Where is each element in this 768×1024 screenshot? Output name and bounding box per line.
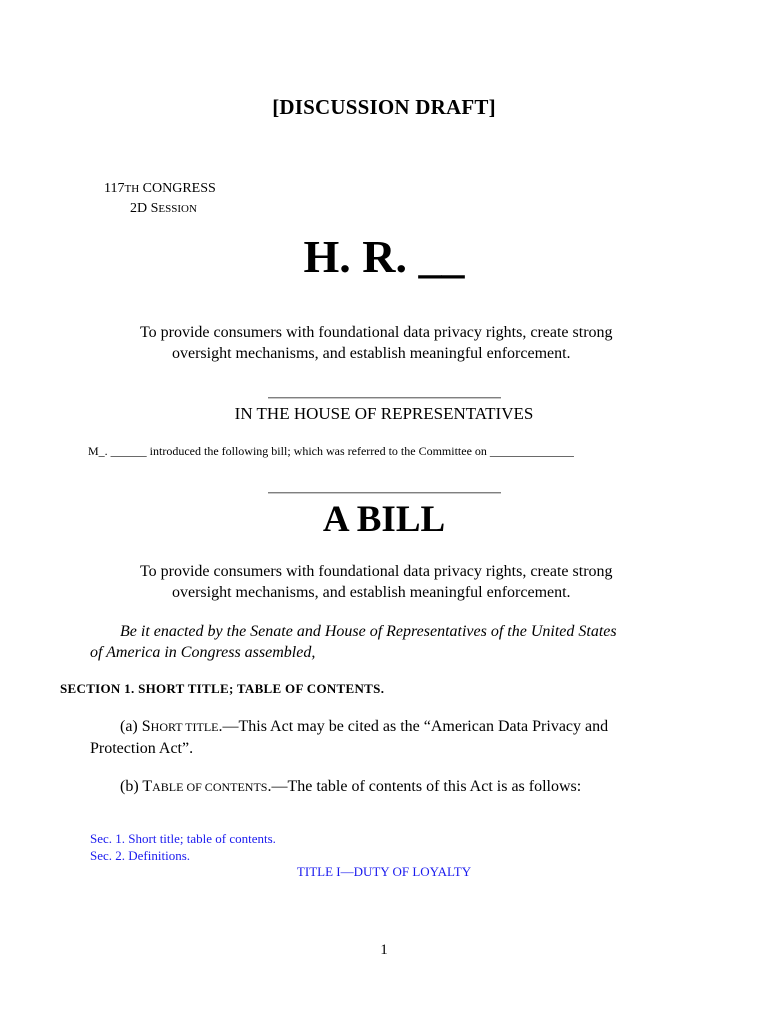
purpose-statement: [120, 322, 680, 364]
purpose-line-1: To provide consumers with foundational data privacy rights, create strong: [140, 324, 613, 341]
a-bill-heading: A BILL: [322, 499, 446, 540]
bill-number: H. R. __: [303, 231, 465, 282]
divider-rule: [268, 397, 501, 398]
congress-suffix: TH: [124, 183, 140, 195]
toc-intro-smallcaps: ABLE OF CONTENTS: [152, 780, 268, 794]
short-title-line-2: Protection Act”.: [90, 740, 194, 757]
toc-link-title-1[interactable]: TITLE I—DUTY OF LOYALTY: [296, 864, 472, 879]
divider-rule: [268, 492, 501, 493]
bill-purpose-statement: [120, 561, 680, 603]
table-of-contents-paragraph: [90, 776, 690, 798]
toc-link-sec-2[interactable]: Sec. 2. Definitions.: [90, 848, 191, 863]
short-title-prefix: (a) S: [120, 718, 151, 735]
session-number: [130, 201, 197, 217]
short-title-paragraph: [90, 716, 690, 759]
congress-word: CONGRESS: [139, 181, 216, 196]
session-num: 2: [130, 201, 137, 216]
toc-intro-line: [90, 776, 690, 798]
session-rest: ESSION: [158, 203, 197, 215]
congress-num: 117: [104, 181, 125, 196]
bill-purpose-line-1: To provide consumers with foundational data privacy rights, create strong: [140, 563, 613, 580]
toc-intro-prefix: (b) T: [120, 778, 153, 795]
house-heading: IN THE HOUSE OF REPRESENTATIVES: [234, 404, 534, 423]
toc-link-sec-1[interactable]: Sec. 1. Short title; table of contents.: [90, 831, 276, 846]
toc-intro-text: .—The table of contents of this Act is as follows:: [267, 778, 582, 795]
bill-purpose-line-2: oversight mechanisms, and establish meaningful enforcement.: [172, 584, 571, 601]
enacting-line-2: of America in Congress assembled,: [90, 644, 316, 661]
section-1-heading: SECTION 1. SHORT TITLE; TABLE OF CONTENTS.: [60, 681, 385, 696]
congress-number: [104, 181, 216, 197]
introduction-line: M_. ______ introduced the following bill; which was referred to the Committee on ______________: [88, 444, 574, 458]
enacting-line-1: Be it enacted by the Senate and House of Representatives of the United States: [120, 623, 617, 640]
draft-label: [DISCUSSION DRAFT]: [272, 95, 496, 119]
purpose-line-2: oversight mechanisms, and establish meaningful enforcement.: [172, 345, 571, 362]
page-number: 1: [380, 942, 388, 958]
enacting-clause: [90, 621, 690, 663]
short-title-text: .—This Act may be cited as the “American Data Privacy and: [218, 718, 609, 735]
short-title-line-1: [90, 716, 690, 738]
short-title-smallcaps: HORT TITLE: [150, 720, 219, 734]
session-s: S: [150, 201, 159, 216]
session-d: D: [137, 201, 151, 216]
